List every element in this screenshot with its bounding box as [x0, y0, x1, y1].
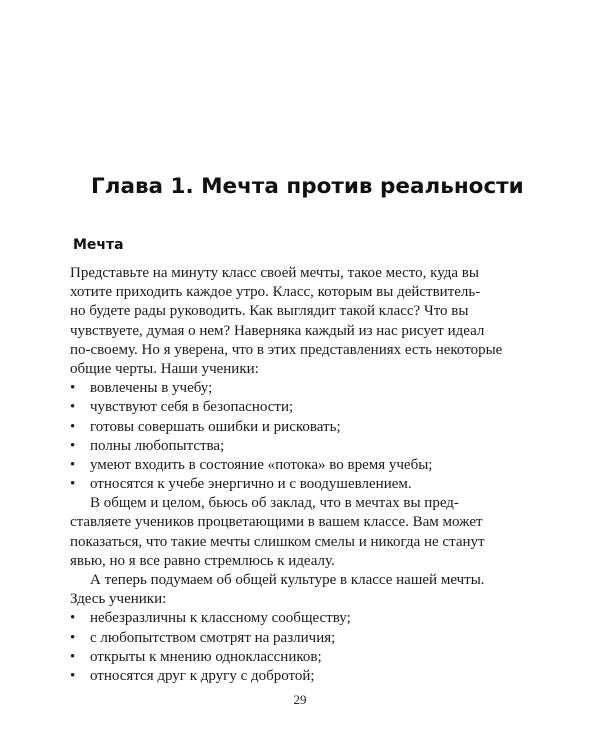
paragraph-line: но будете рады руководить. Как выглядит такой класс? Что вы: [70, 303, 469, 320]
paragraph-line: общие черты. Наши ученики:: [70, 360, 259, 377]
paragraph-line: Здесь ученики:: [70, 591, 167, 608]
paragraph-line: В общем и целом, бьюсь об заклад, что в мечтах вы пред-: [90, 495, 459, 512]
list-item: [70, 418, 530, 437]
list-item-text: умеют входить в состояние «потока» во время учебы;: [90, 456, 433, 473]
list-item: [70, 609, 530, 628]
page-number: 29: [293, 692, 307, 707]
list-item: [70, 475, 530, 494]
list-item-text: чувствуют себя в безопасности;: [90, 399, 294, 416]
section-heading: Мечта: [73, 237, 124, 253]
list-item-text: относятся к учебе энергично и с воодушевлением.: [90, 476, 412, 493]
bullet-icon: •: [70, 629, 76, 646]
body-text: [70, 264, 530, 686]
paragraph-line: ставляете учеников процветающими в вашем классе. Вам может: [70, 514, 483, 531]
list-item-text: с любопытством смотрят на различия;: [90, 629, 336, 646]
list-item-text: открыты к мнению одноклассников;: [90, 648, 322, 665]
paragraph-line: Представьте на минуту класс своей мечты, такое место, куда вы: [70, 265, 479, 281]
list-item: [70, 398, 530, 417]
paragraph-line: по-своему. Но я уверена, что в этих представлениях есть некоторые: [70, 341, 503, 358]
list-item: [70, 648, 530, 667]
list-item: [70, 629, 530, 648]
list-item: [70, 437, 530, 456]
list-item-text: полны любопытства;: [90, 437, 225, 454]
list-item: [70, 667, 530, 686]
list-item: [70, 456, 530, 475]
bullet-icon: •: [70, 418, 76, 435]
list-item-text: готовы совершать ошибки и рисковать;: [90, 418, 341, 435]
bullet-icon: •: [70, 456, 76, 473]
bullet-icon: •: [70, 399, 76, 416]
list-item: [70, 379, 530, 398]
paragraph-line: явью, но я все равно стремлюсь к идеалу.: [70, 552, 335, 569]
chapter-title: Глава 1. Мечта против реальности: [91, 174, 524, 199]
paragraph-line: показаться, что такие мечты слишком смелы и никогда не станут: [70, 533, 485, 550]
paragraph-line: чувствуете, думая о нем? Наверняка каждый из нас рисует идеал: [70, 322, 485, 339]
bullet-icon: •: [70, 476, 76, 493]
list-item-text: вовлечены в учебу;: [90, 380, 213, 397]
paragraph-line: А теперь подумаем об общей культуре в классе нашей мечты.: [90, 572, 485, 588]
bullet-icon: •: [70, 648, 76, 665]
bullet-icon: •: [70, 610, 76, 627]
bullet-icon: •: [70, 667, 76, 684]
list-item-text: относятся друг к другу с добротой;: [90, 667, 315, 684]
bullet-icon: •: [70, 380, 76, 397]
list-item-text: небезразличны к классному сообществу;: [90, 610, 351, 627]
bullet-icon: •: [70, 437, 76, 454]
paragraph-line: хотите приходить каждое утро. Класс, которым вы действитель-: [70, 284, 481, 301]
